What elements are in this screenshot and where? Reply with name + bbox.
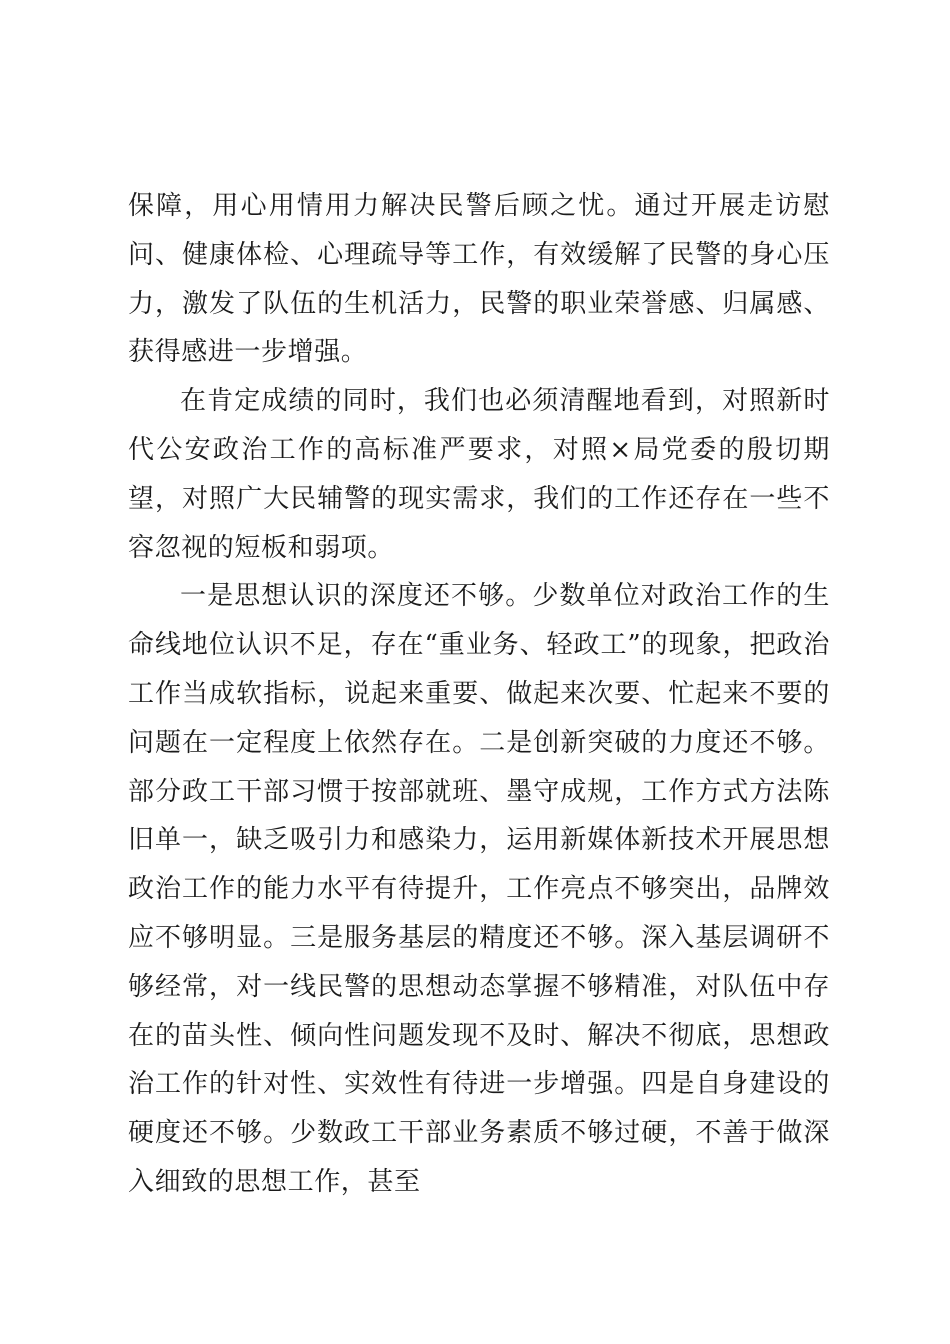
paragraph-continuation: 保障，用心用情用力解决民警后顾之忧。通过开展走访慰问、健康体检、心理疏导等工作，有效缓解了民警的身心压力，激发了队伍的生机活力，民警的职业荣誉感、归属感、获得感进一步增强。 xyxy=(128,191,830,368)
paragraph-shortcomings-intro: 在肯定成绩的同时，我们也必须清醒地看到，对照新时代公安政治工作的高标准严要求，对照×局党委的殷切期望，对照广大民辅警的现实需求，我们的工作还存在一些不容忽视的短板和弱项。 xyxy=(128,386,830,563)
document-body xyxy=(128,182,830,1207)
paragraph-shortcomings-list: 一是思想认识的深度还不够。少数单位对政治工作的生命线地位认识不足，存在“重业务、轻政工”的现象，把政治工作当成软指标，说起来重要、做起来次要、忙起来不要的问题在一定程度上依然存在。二是创新突破的力度还不够。部分政工干部习惯于按部就班、墨守成规，工作方式方法陈旧单一，缺乏吸引力和感染力，运用新媒体新技术开展思想政治工作的能力水平有待提升，工作亮点不够突出，品牌效应不够明显。三是服务基层的精度还不够。深入基层调研不够经常，对一线民警的思想动态掌握不够精准，对队伍中存在的苗头性、倾向性问题发现不及时、解决不彻底，思想政治工作的针对性、实效性有待进一步增强。四是自身建设的硬度还不够。少数政工干部业务素质不够过硬，不善于做深入细致的思想工作，甚至 xyxy=(128,581,830,1197)
